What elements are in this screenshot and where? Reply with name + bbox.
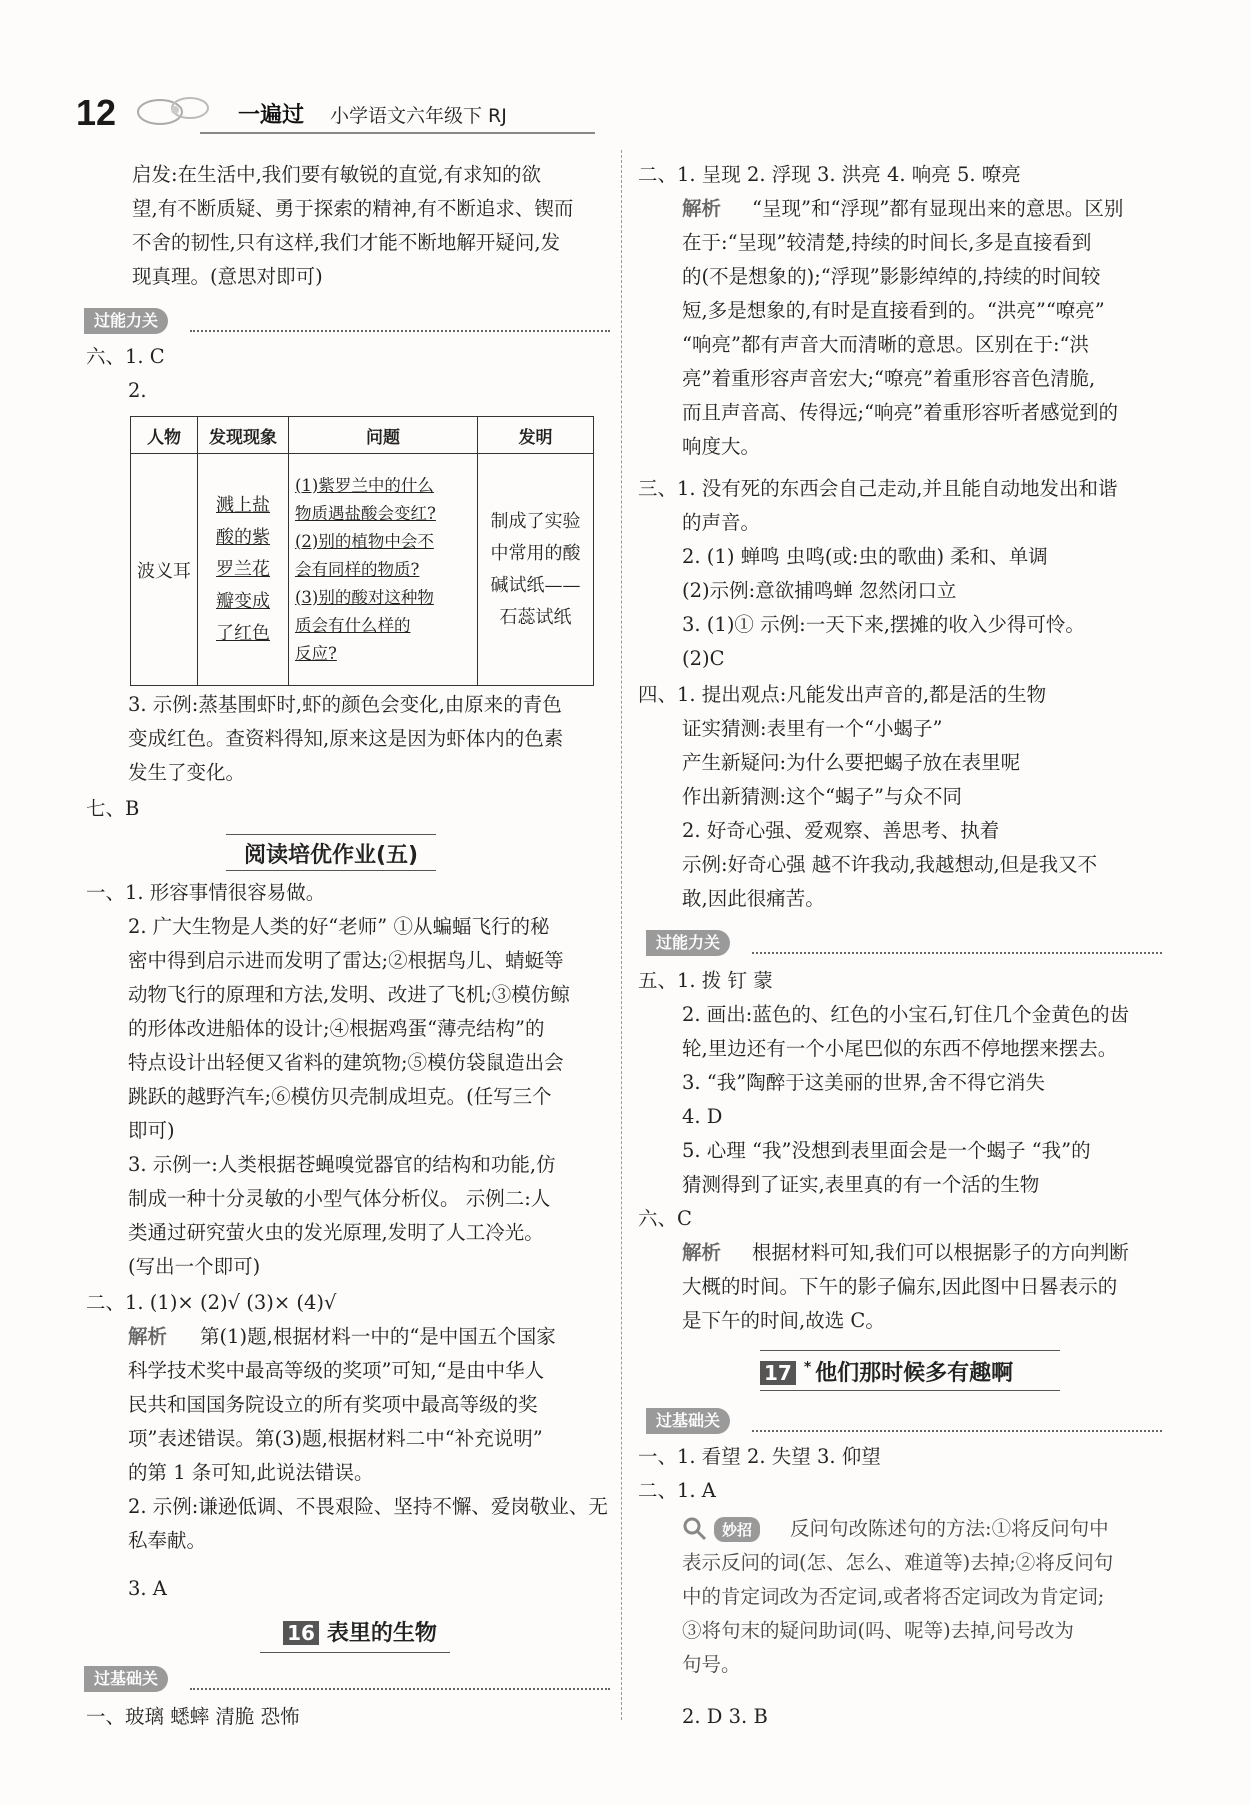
- right-answer-6: 六、C: [638, 1207, 692, 1230]
- question-line: 会有同样的物质?: [295, 559, 420, 579]
- title-rule: [760, 1350, 1060, 1351]
- tag-dotted-rule: [190, 330, 610, 332]
- question-line: 物质遇盐酸会变红?: [295, 503, 436, 523]
- right-answer-3-3: 2. (1) 蝉鸣 虫鸣(或:虫的歌曲) 柔和、单调: [682, 545, 1048, 568]
- right-answer-5-5: 4. D: [682, 1105, 723, 1128]
- reading-1-1: 一、1. 形容事情很容易做。: [86, 881, 326, 904]
- lesson-number-badge: 16: [283, 1621, 319, 1645]
- question-line: 质会有什么样的: [295, 615, 411, 635]
- tag-dotted-rule: [752, 1430, 1162, 1432]
- right-analysis-1: “呈现”和“浮现”都有显现出来的意思。区别: [752, 197, 1124, 220]
- right-answer-3-4: (2)示例:意欲捕鸣蝉 忽然闭口立: [682, 579, 957, 602]
- right-answer-4-1: 四、1. 提出观点:凡能发出声音的,都是活的生物: [638, 683, 1047, 706]
- analysis-line-3: 民共和国国务院设立的所有奖项中最高等级的奖: [128, 1393, 538, 1416]
- magnifier-icon: [682, 1516, 708, 1542]
- reading-1-9: 3. 示例一:人类根据苍蝇嗅觉器官的结构和功能,仿: [128, 1153, 556, 1176]
- table-cell-person: 波义耳: [131, 454, 198, 686]
- question-line: (2)别的植物中会不: [295, 531, 434, 551]
- question-line: (3)别的酸对这种物: [295, 587, 434, 607]
- right-analysis-label: 解析: [682, 197, 722, 220]
- title-rule: [760, 1390, 1060, 1391]
- reading-1-7: 跳跃的越野汽车;⑥模仿贝壳制成坦克。(任写三个: [128, 1085, 552, 1108]
- right-answer-3-5: 3. (1)① 示例:一天下来,摆摊的收入少得可怜。: [682, 613, 1085, 636]
- tip-line-3: 中的肯定词改为否定词,或者将否定词改为肯定词;: [682, 1585, 1105, 1608]
- tip-line-4: ③将句末的疑问助词(吗、呢等)去掉,问号改为: [682, 1619, 1074, 1642]
- right-answer-3-6: (2)C: [682, 647, 725, 670]
- right-answer-4-6: 示例:好奇心强 越不许我动,我越想动,但是我又不: [682, 853, 1098, 876]
- table-header-invention: 发明: [478, 417, 594, 454]
- intro-line-3: 不舍的韧性,只有这样,我们才能不断地解开疑问,发: [132, 231, 561, 254]
- right-answer-3-1: 三、1. 没有死的东西会自己走动,并且能自动地发出和谐: [638, 477, 1118, 500]
- right-analysis-8: 响度大。: [682, 435, 761, 458]
- phenomenon-line: 溅上盐: [216, 494, 270, 516]
- intro-line-2: 望,有不断质疑、勇于探索的精神,有不断追求、锲而: [132, 197, 574, 220]
- right-analysis-3: 的(不是想象的);“浮现”影影绰绰的,持续的时间较: [682, 265, 1101, 288]
- table-header-phenomenon: 发现现象: [198, 417, 289, 454]
- answer-6-3-line-2: 变成红色。查资料得知,原来这是因为虾体内的色素: [128, 727, 564, 750]
- right-analysis-6-3: 是下午的时间,故选 C。: [682, 1309, 885, 1332]
- lesson-17-answer-2: 二、1. A: [638, 1479, 716, 1502]
- question-line: 反应?: [295, 643, 337, 663]
- reading-2-2-line-1: 2. 示例:谦逊低调、不畏艰险、坚持不懈、爱岗敬业、无: [128, 1495, 608, 1518]
- reading-1-11: 类通过研究萤火虫的发光原理,发明了人工冷光。: [128, 1221, 544, 1244]
- right-answer-4-4: 作出新猜测:这个“蝎子”与众不同: [682, 785, 963, 808]
- invention-line: 制成了实验: [490, 510, 581, 532]
- page-number: 12: [76, 92, 117, 133]
- reading-1-3: 密中得到启示进而发明了雷达;②根据鸟儿、蜻蜓等: [128, 949, 564, 972]
- right-answer-4-7: 敢,因此很痛苦。: [682, 887, 825, 910]
- reading-1-12: (写出一个即可): [128, 1255, 261, 1278]
- lesson-16-answer-1: 一、玻璃 蟋蟀 清脆 恐怖: [86, 1705, 300, 1728]
- analysis-line-5: 的第 1 条可知,此说法错误。: [128, 1461, 374, 1484]
- right-analysis-6-2: 大概的时间。下午的影子偏东,因此图中日晷表示的: [682, 1275, 1118, 1298]
- lesson-number-badge: 17: [760, 1361, 796, 1385]
- right-answer-2-1: 二、1. 呈现 2. 浮现 3. 洪亮 4. 响亮 5. 嘹亮: [638, 163, 1021, 186]
- tip-line-5: 句号。: [682, 1653, 741, 1676]
- table-cell-invention: [478, 454, 594, 686]
- tip-badge: [682, 1516, 760, 1542]
- right-analysis-6: 亮”着重形容声音宏大;“嘹亮”着重形容音色清脆,: [682, 367, 1096, 390]
- lesson-17-answer-2-rest: 2. D 3. B: [682, 1705, 768, 1728]
- reading-1-6: 特点设计出轻便又省料的建筑物;⑤模仿袋鼠造出会: [128, 1051, 564, 1074]
- analysis-line-2: 科学技术奖中最高等级的奖项”可知,“是由中华人: [128, 1359, 545, 1382]
- intro-line-1: 启发:在生活中,我们要有敏锐的直觉,有求知的欲: [132, 163, 541, 186]
- reading-1-4: 动物飞行的原理和方法,发明、改进了飞机;③模仿鲸: [128, 983, 570, 1006]
- right-answer-5-3: 轮,里边还有一个小尾巴似的东西不停地摆来摆去。: [682, 1037, 1118, 1060]
- book-subtitle: 小学语文六年级下 RJ: [330, 105, 507, 127]
- phenomenon-line: 酸的紫: [216, 526, 270, 548]
- reading-1-5: 的形体改进船体的设计;④根据鸡蛋“薄壳结构”的: [128, 1017, 545, 1040]
- answer-6-1: 六、1. C: [86, 345, 165, 368]
- lesson-17-title: [760, 1356, 1060, 1387]
- tip-line-1: 反问句改陈述句的方法:①将反问句中: [790, 1517, 1109, 1540]
- right-analysis-7: 而且声音高、传得远;“响亮”着重形容听者感觉到的: [682, 401, 1119, 424]
- analysis-label: 解析: [128, 1325, 168, 1348]
- table-header-question: 问题: [289, 417, 478, 454]
- right-analysis-6-label: 解析: [682, 1241, 722, 1264]
- answer-7: 七、B: [86, 797, 140, 820]
- analysis-line-1: 第(1)题,根据材料一中的“是中国五个国家: [200, 1325, 556, 1348]
- table-cell-phenomenon: [198, 454, 289, 686]
- table-cell-question: [289, 454, 478, 686]
- reading-1-8: 即可): [128, 1119, 175, 1142]
- table-header-person: 人物: [131, 417, 198, 454]
- reading-2-2-line-2: 私奉献。: [128, 1529, 207, 1552]
- section-tag-ability: 过能力关: [84, 308, 168, 334]
- invention-line: 石蕊试纸: [499, 606, 572, 628]
- invention-line: 碱试纸——: [490, 574, 581, 596]
- lesson-title-text: 他们那时候多有趣啊: [815, 1361, 1014, 1386]
- right-analysis-4: 短,多是想象的,有时是直接看到的。“洪亮”“嘹亮”: [682, 299, 1105, 322]
- reading-2-3: 3. A: [128, 1577, 167, 1600]
- right-section-tag-ability: 过能力关: [646, 930, 730, 956]
- answer-6-2-label: 2.: [128, 379, 147, 402]
- lesson-17-answer-1: 一、1. 看望 2. 失望 3. 仰望: [638, 1445, 881, 1468]
- tip-label: 妙招: [714, 1517, 760, 1542]
- answer-6-3-line-1: 3. 示例:蒸基围虾时,虾的颜色会变化,由原来的青色: [128, 693, 562, 716]
- question-line: (1)紫罗兰中的什么: [295, 475, 434, 495]
- title-rule: [226, 870, 436, 871]
- optional-star: *: [803, 1359, 812, 1376]
- lesson-title-text: 表里的生物: [326, 1621, 437, 1646]
- phenomenon-line: 了红色: [216, 622, 270, 644]
- section-tag-basic: 过基础关: [84, 1666, 168, 1692]
- phenomenon-line: 罗兰花: [216, 558, 270, 580]
- right-answer-5-6: 5. 心理 “我”没想到表里面会是一个蝎子 “我”的: [682, 1139, 1091, 1162]
- reading-1-10: 制成一种十分灵敏的小型气体分析仪。 示例二:人: [128, 1187, 551, 1210]
- right-analysis-6-1: 根据材料可知,我们可以根据影子的方向判断: [752, 1241, 1129, 1264]
- right-answer-4-2: 证实猜测:表里有一个“小蝎子”: [682, 717, 943, 740]
- right-section-tag-basic: 过基础关: [646, 1408, 730, 1434]
- brand-logo: 一遍过: [238, 103, 305, 128]
- right-answer-5-1: 五、1. 拨 钉 蒙: [638, 969, 773, 992]
- tip-line-2: 表示反问的词(怎、怎么、难道等)去掉;②将反问句: [682, 1551, 1114, 1574]
- right-answer-4-3: 产生新疑问:为什么要把蝎子放在表里呢: [682, 751, 1021, 774]
- invention-line: 中常用的酸: [490, 542, 581, 564]
- tag-dotted-rule: [752, 952, 1162, 954]
- decorative-flower-icon: [130, 90, 230, 134]
- right-analysis-2: 在于:“呈现”较清楚,持续的时间长,多是直接看到: [682, 231, 1092, 254]
- phenomenon-line: 瓣变成: [216, 590, 270, 612]
- right-analysis-5: “响亮”都有声音大而清晰的意思。区别在于:“洪: [682, 333, 1089, 356]
- answer-6-3-line-3: 发生了变化。: [128, 761, 246, 784]
- right-answer-3-2: 的声音。: [682, 511, 761, 534]
- lesson-16-title: [260, 1616, 460, 1647]
- right-answer-4-5: 2. 好奇心强、爱观察、善思考、执着: [682, 819, 1000, 842]
- reading-2-1: 二、1. (1)× (2)√ (3)× (4)√: [86, 1291, 337, 1314]
- title-rule: [260, 1652, 450, 1653]
- header-rule: [200, 132, 595, 134]
- right-answer-5-4: 3. “我”陶醉于这美丽的世界,舍不得它消失: [682, 1071, 1045, 1094]
- answer-table: [130, 416, 594, 686]
- analysis-line-4: 项”表述错误。第(3)题,根据材料二中“补充说明”: [128, 1427, 543, 1450]
- right-answer-5-7: 猜测得到了证实,表里真的有一个活的生物: [682, 1173, 1040, 1196]
- title-rule: [226, 834, 436, 835]
- tag-dotted-rule: [190, 1688, 610, 1690]
- right-answer-5-2: 2. 画出:蓝色的、红色的小宝石,钉住几个金黄色的齿: [682, 1003, 1130, 1026]
- column-divider: [621, 150, 622, 1720]
- reading-1-2: 2. 广大生物是人类的好“老师” ①从蝙蝠飞行的秘: [128, 915, 550, 938]
- section-title-reading: 阅读培优作业(五): [243, 843, 419, 868]
- intro-line-4: 现真理。(意思对即可): [132, 265, 323, 288]
